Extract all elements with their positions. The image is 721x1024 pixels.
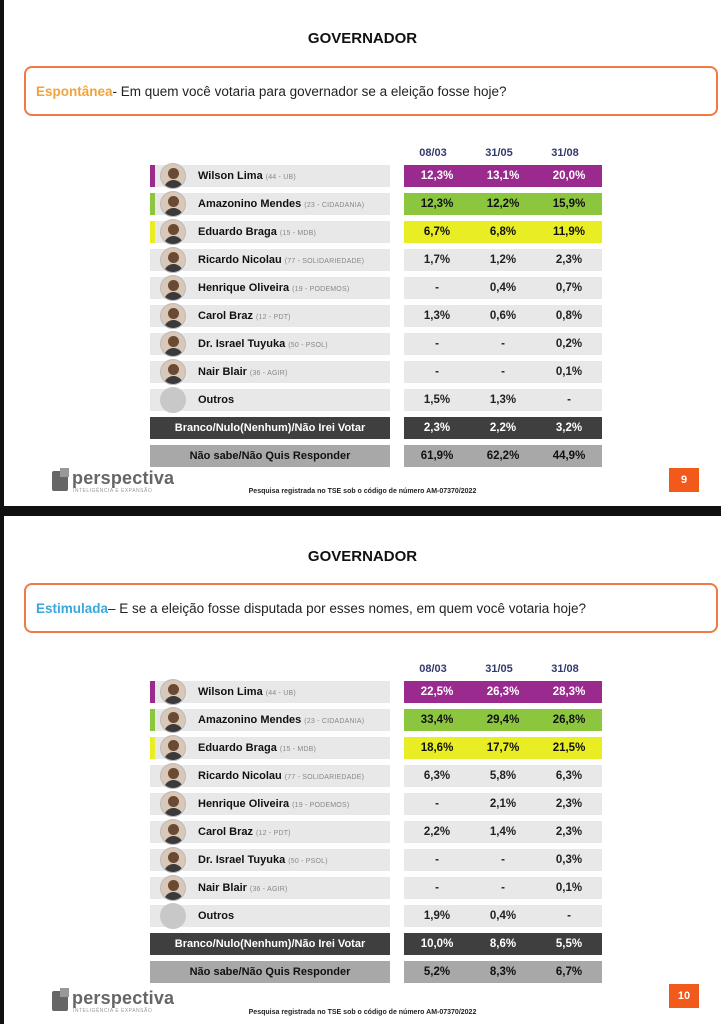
- date-header-1: 08/03: [419, 147, 447, 159]
- row-label: Branco/Nulo(Nenhum)/Não Irei Votar: [174, 422, 366, 434]
- value-cell: 1,3%: [470, 389, 536, 411]
- candidate-name: [198, 389, 237, 413]
- color-stripe: [150, 165, 155, 187]
- row-label: Branco/Nulo(Nenhum)/Não Irei Votar: [174, 938, 366, 950]
- color-stripe: [150, 681, 155, 703]
- value-cell: 0,8%: [536, 305, 602, 327]
- value-cell: 1,4%: [470, 821, 536, 843]
- value-cell: 2,3%: [404, 417, 470, 439]
- value-cell: 44,9%: [536, 445, 602, 467]
- candidate-row: [150, 877, 602, 899]
- value-cell: 1,9%: [404, 905, 470, 927]
- value-cell: 10,0%: [404, 933, 470, 955]
- value-cell: 1,7%: [404, 249, 470, 271]
- logo-mark-icon: [52, 991, 68, 1011]
- candidate-row: [150, 333, 602, 355]
- candidate-name: [198, 681, 296, 705]
- undecided-row: [150, 961, 602, 983]
- candidate-photo: [160, 331, 186, 357]
- party-label: (23 - CIDADANIA): [304, 202, 365, 209]
- value-cell: 2,3%: [536, 249, 602, 271]
- value-cell: 2,3%: [536, 821, 602, 843]
- value-cell: 6,7%: [536, 961, 602, 983]
- value-cell: 8,3%: [470, 961, 536, 983]
- candidate-name: [198, 305, 291, 329]
- value-cell: 33,4%: [404, 709, 470, 731]
- value-cell: 62,2%: [470, 445, 536, 467]
- candidate-row: [150, 709, 602, 731]
- date-header-3: 31/08: [551, 147, 579, 159]
- value-cell: 2,1%: [470, 793, 536, 815]
- candidate-photo: [160, 303, 186, 329]
- value-cell: 1,2%: [470, 249, 536, 271]
- candidate-photo: [160, 763, 186, 789]
- candidate-label: Ricardo Nicolau: [198, 254, 282, 266]
- value-cell: 61,9%: [404, 445, 470, 467]
- value-cell: 0,2%: [536, 333, 602, 355]
- value-cell: 8,6%: [470, 933, 536, 955]
- value-cell: 11,9%: [536, 221, 602, 243]
- candidate-row: [150, 821, 602, 843]
- candidate-photo: [160, 247, 186, 273]
- date-header-2: 31/05: [485, 147, 513, 159]
- party-label: (23 - CIDADANIA): [304, 718, 365, 725]
- party-label: (36 - AGIR): [249, 886, 288, 893]
- candidate-name: [198, 333, 328, 357]
- question-text: – E se a eleição fosse disputada por esses nomes, em quem você votaria hoje?: [108, 600, 587, 616]
- party-label: (77 - SOLIDARIEDADE): [284, 258, 365, 265]
- candidate-name: [198, 765, 364, 789]
- row-label: Não sabe/Não Quis Responder: [189, 450, 351, 462]
- candidate-label: Eduardo Braga: [198, 226, 277, 238]
- candidate-row: [150, 165, 602, 187]
- candidate-photo: [160, 163, 186, 189]
- value-cell: 6,7%: [404, 221, 470, 243]
- candidate-row: [150, 305, 602, 327]
- candidate-row: [150, 249, 602, 271]
- candidate-name: [198, 849, 328, 873]
- value-cell: -: [404, 793, 470, 815]
- value-cell: 26,3%: [470, 681, 536, 703]
- candidate-row: [150, 905, 602, 927]
- candidate-row: [150, 737, 602, 759]
- value-cell: 6,8%: [470, 221, 536, 243]
- value-cell: 12,3%: [404, 193, 470, 215]
- candidate-label: Nair Blair: [198, 366, 247, 378]
- value-cell: -: [470, 333, 536, 355]
- value-cell: -: [536, 389, 602, 411]
- party-label: (50 - PSOL): [288, 342, 328, 349]
- value-cell: -: [404, 361, 470, 383]
- candidate-label: Ricardo Nicolau: [198, 770, 282, 782]
- value-cell: 2,3%: [536, 793, 602, 815]
- value-cell: 12,2%: [470, 193, 536, 215]
- candidate-label: Henrique Oliveira: [198, 282, 290, 294]
- placeholder-avatar: [160, 387, 186, 413]
- party-label: (36 - AGIR): [249, 370, 288, 377]
- value-cell: -: [404, 277, 470, 299]
- party-label: (12 - PDT): [256, 830, 291, 837]
- candidate-photo: [160, 275, 186, 301]
- candidate-name: [198, 793, 349, 817]
- value-cell: -: [404, 333, 470, 355]
- party-label: (15 - MDB): [279, 746, 317, 753]
- candidate-row: [150, 849, 602, 871]
- value-cell: 0,6%: [470, 305, 536, 327]
- candidate-label: Amazonino Mendes: [198, 198, 302, 210]
- value-cell: 0,3%: [536, 849, 602, 871]
- question-box: [24, 66, 718, 116]
- color-stripe: [150, 737, 155, 759]
- candidate-name: [198, 877, 288, 901]
- question-box: [24, 583, 718, 633]
- placeholder-avatar: [160, 903, 186, 929]
- date-header-2: 31/05: [485, 663, 513, 675]
- candidate-photo: [160, 819, 186, 845]
- candidate-name: [198, 193, 364, 217]
- candidate-photo: [160, 679, 186, 705]
- candidate-name: [198, 277, 349, 301]
- candidate-name: [198, 361, 288, 385]
- party-label: (44 - UB): [265, 174, 296, 181]
- color-stripe: [150, 193, 155, 215]
- value-cell: 29,4%: [470, 709, 536, 731]
- candidate-name: [198, 905, 237, 929]
- party-label: (44 - UB): [265, 690, 296, 697]
- candidate-label: Dr. Israel Tuyuka: [198, 854, 286, 866]
- registration-note: Pesquisa registrada no TSE sob o código de número AM-07370/2022: [248, 488, 477, 495]
- candidate-row: [150, 361, 602, 383]
- color-stripe: [150, 709, 155, 731]
- slide-title: GOVERNADOR: [307, 30, 418, 47]
- party-label: (77 - SOLIDARIEDADE): [284, 774, 365, 781]
- candidate-row: [150, 193, 602, 215]
- party-label: (15 - MDB): [279, 230, 317, 237]
- value-cell: 12,3%: [404, 165, 470, 187]
- registration-note: Pesquisa registrada no TSE sob o código de número AM-07370/2022: [248, 1009, 477, 1016]
- value-cell: 13,1%: [470, 165, 536, 187]
- name-cell: [150, 389, 390, 411]
- page-number-badge: 9: [669, 468, 699, 492]
- value-cell: 0,4%: [470, 905, 536, 927]
- value-cell: 18,6%: [404, 737, 470, 759]
- value-cell: -: [470, 877, 536, 899]
- candidate-label: Carol Braz: [198, 826, 254, 838]
- value-cell: 28,3%: [536, 681, 602, 703]
- value-cell: -: [536, 905, 602, 927]
- value-cell: 0,1%: [536, 877, 602, 899]
- value-cell: 20,0%: [536, 165, 602, 187]
- candidate-photo: [160, 219, 186, 245]
- value-cell: 26,8%: [536, 709, 602, 731]
- candidate-name: [198, 737, 316, 761]
- candidate-label: Nair Blair: [198, 882, 247, 894]
- candidate-row: [150, 681, 602, 703]
- candidate-label: Outros: [198, 910, 235, 922]
- candidate-label: Amazonino Mendes: [198, 714, 302, 726]
- date-header-1: 08/03: [419, 663, 447, 675]
- value-cell: 1,3%: [404, 305, 470, 327]
- party-label: (19 - PODEMOS): [292, 802, 350, 809]
- value-cell: -: [470, 361, 536, 383]
- logo-name: perspectiva: [72, 988, 175, 1008]
- slide-title: GOVERNADOR: [307, 548, 418, 565]
- candidate-row: [150, 389, 602, 411]
- candidate-label: Henrique Oliveira: [198, 798, 290, 810]
- value-cell: -: [404, 877, 470, 899]
- value-cell: 15,9%: [536, 193, 602, 215]
- blank-null-row: [150, 933, 602, 955]
- value-cell: 5,2%: [404, 961, 470, 983]
- party-label: (19 - PODEMOS): [292, 286, 350, 293]
- row-label: Não sabe/Não Quis Responder: [189, 966, 351, 978]
- candidate-label: Eduardo Braga: [198, 742, 277, 754]
- value-cell: 2,2%: [470, 417, 536, 439]
- candidate-photo: [160, 735, 186, 761]
- candidate-row: [150, 221, 602, 243]
- value-cell: 5,8%: [470, 765, 536, 787]
- candidate-label: Dr. Israel Tuyuka: [198, 338, 286, 350]
- candidate-label: Wilson Lima: [198, 686, 263, 698]
- page-number-badge: 10: [669, 984, 699, 1008]
- color-stripe: [150, 221, 155, 243]
- value-cell: -: [404, 849, 470, 871]
- candidate-row: [150, 277, 602, 299]
- candidate-photo: [160, 191, 186, 217]
- question-type: Espontânea: [36, 83, 113, 99]
- value-cell: 5,5%: [536, 933, 602, 955]
- candidate-name: [198, 709, 364, 733]
- name-cell: [150, 905, 390, 927]
- value-cell: -: [470, 849, 536, 871]
- candidate-name: [198, 821, 291, 845]
- value-cell: 0,1%: [536, 361, 602, 383]
- slide-10: [4, 516, 721, 1024]
- candidate-name: [198, 165, 296, 189]
- candidate-label: Wilson Lima: [198, 170, 263, 182]
- candidate-name: [198, 221, 316, 245]
- candidate-photo: [160, 707, 186, 733]
- party-label: (12 - PDT): [256, 314, 291, 321]
- candidate-photo: [160, 875, 186, 901]
- logo-tagline: INTELIGÊNCIA E EXPANSÃO: [73, 1008, 153, 1014]
- party-label: (50 - PSOL): [288, 858, 328, 865]
- question-text: - Em quem você votaria para governador se a eleição fosse hoje?: [112, 83, 507, 99]
- blank-null-row: [150, 417, 602, 439]
- candidate-photo: [160, 359, 186, 385]
- candidate-row: [150, 793, 602, 815]
- question-type: Estimulada: [36, 600, 109, 616]
- candidate-label: Outros: [198, 394, 235, 406]
- value-cell: 3,2%: [536, 417, 602, 439]
- value-cell: 0,7%: [536, 277, 602, 299]
- candidate-photo: [160, 847, 186, 873]
- value-cell: 1,5%: [404, 389, 470, 411]
- value-cell: 17,7%: [470, 737, 536, 759]
- undecided-row: [150, 445, 602, 467]
- value-cell: 0,4%: [470, 277, 536, 299]
- date-header-3: 31/08: [551, 663, 579, 675]
- logo-tagline: INTELIGÊNCIA E EXPANSÃO: [73, 488, 153, 494]
- value-cell: 6,3%: [404, 765, 470, 787]
- candidate-photo: [160, 791, 186, 817]
- candidate-name: [198, 249, 364, 273]
- logo-name: perspectiva: [72, 468, 175, 488]
- slide-9: [4, 0, 721, 506]
- candidate-row: [150, 765, 602, 787]
- value-cell: 21,5%: [536, 737, 602, 759]
- value-cell: 6,3%: [536, 765, 602, 787]
- candidate-label: Carol Braz: [198, 310, 254, 322]
- value-cell: 2,2%: [404, 821, 470, 843]
- value-cell: 22,5%: [404, 681, 470, 703]
